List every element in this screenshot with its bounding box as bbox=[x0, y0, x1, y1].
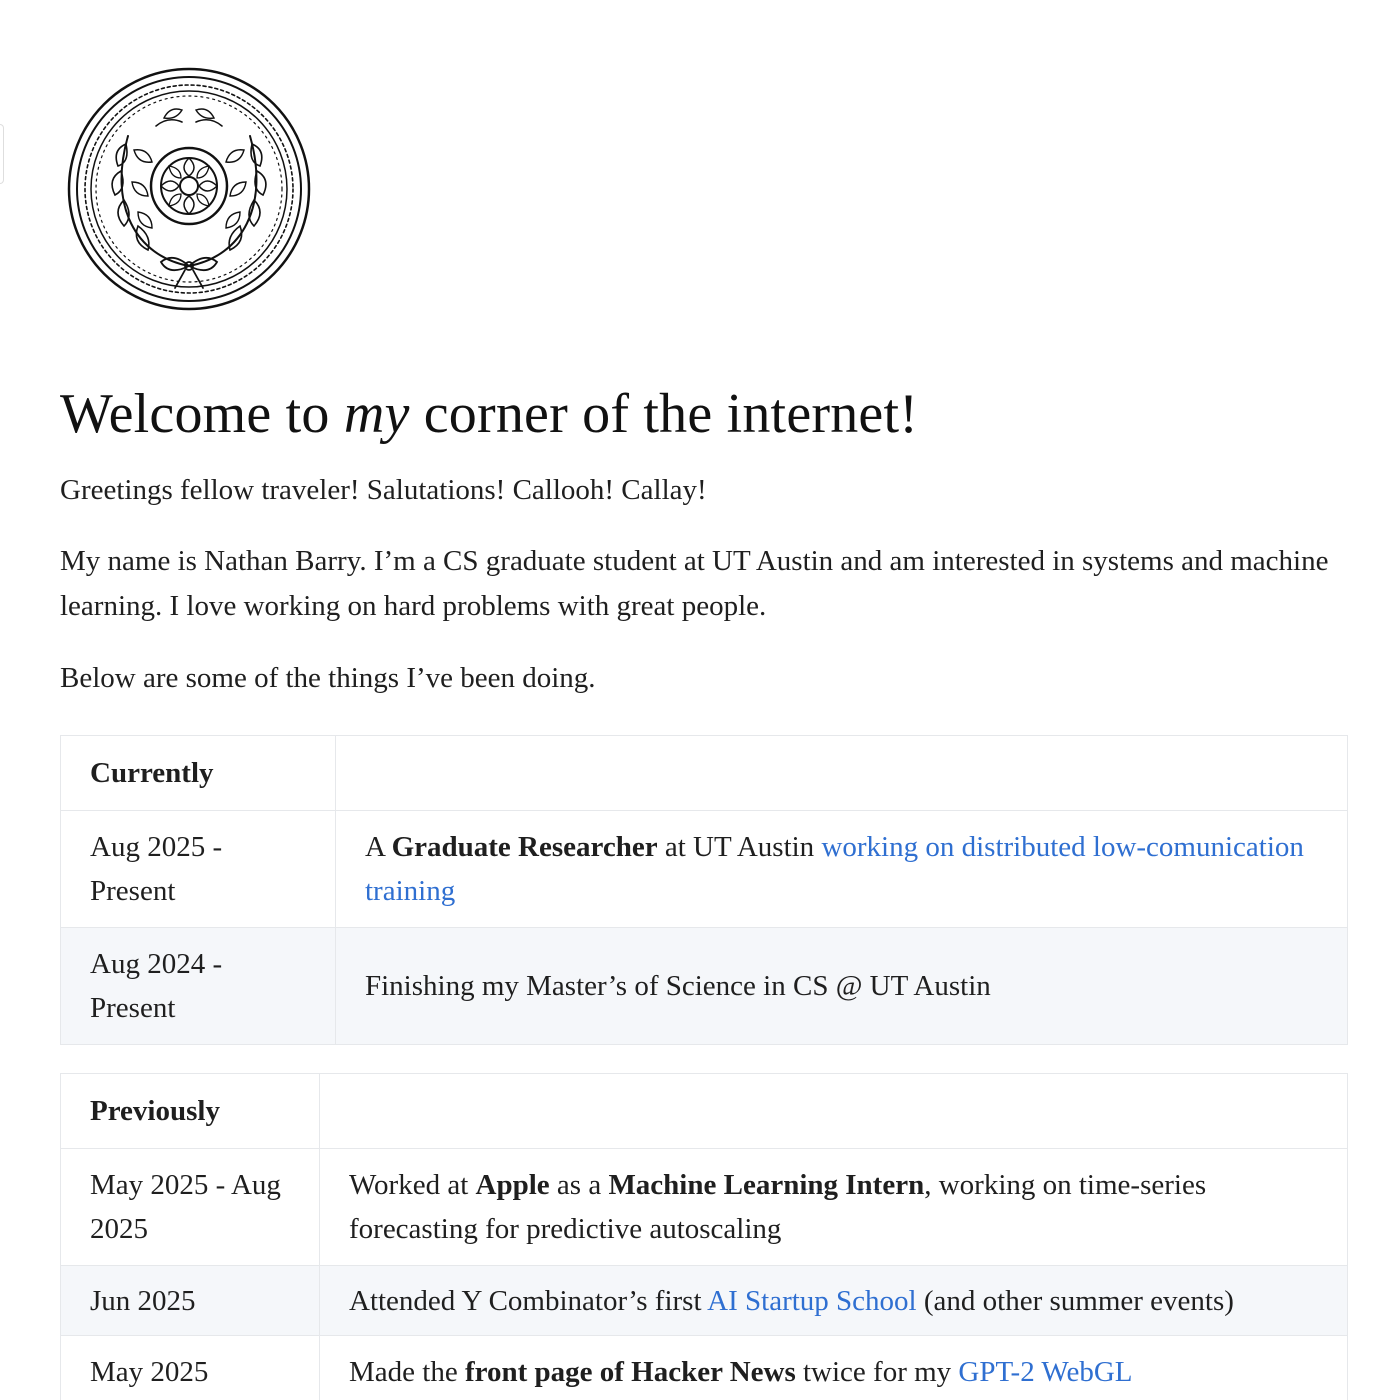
row-description: Finishing my Master’s of Science in CS @ UT Austin bbox=[336, 928, 1348, 1045]
previously-header: Previously bbox=[61, 1074, 320, 1149]
table-row bbox=[61, 1336, 1348, 1400]
row-description: A Graduate Researcher at UT Austin working on distributed low-comunication training bbox=[336, 811, 1348, 928]
ai-startup-school-link[interactable]: AI Startup School bbox=[707, 1285, 917, 1317]
row-date: Aug 2025 - Present bbox=[61, 811, 336, 928]
row-date: May 2025 bbox=[61, 1336, 320, 1400]
research-link[interactable]: working on distributed low-comunication training bbox=[365, 831, 1304, 907]
main-content bbox=[60, 376, 1348, 1400]
seal-logo bbox=[66, 66, 312, 312]
previously-table bbox=[60, 1073, 1348, 1400]
side-tab-handle[interactable] bbox=[0, 124, 4, 184]
table-row bbox=[61, 1149, 1348, 1266]
row-description: Made the front page of Hacker News twice for my GPT-2 WebGL bbox=[320, 1336, 1348, 1400]
lead-text: Below are some of the things I’ve been doing. bbox=[60, 662, 596, 694]
table-row bbox=[61, 928, 1348, 1045]
row-date: Aug 2024 - Present bbox=[61, 928, 336, 1045]
table-row bbox=[61, 811, 1348, 928]
page-title: Welcome to my corner of the internet! bbox=[60, 383, 919, 445]
bio-text: My name is Nathan Barry. I’m a CS graduate student at UT Austin and am interested in systems and machine learning. I love working on hard problems with great people. bbox=[60, 545, 1329, 622]
row-date: May 2025 - Aug 2025 bbox=[61, 1149, 320, 1266]
row-date: Jun 2025 bbox=[61, 1266, 320, 1336]
gpt2-webgl-link[interactable]: GPT-2 WebGL bbox=[958, 1356, 1133, 1388]
row-description: Attended Y Combinator’s first AI Startup School (and other summer events) bbox=[320, 1266, 1348, 1336]
greeting-text: Greetings fellow traveler! Salutations! Callooh! Callay! bbox=[60, 474, 707, 506]
currently-header: Currently bbox=[61, 736, 336, 811]
table-row bbox=[61, 1266, 1348, 1336]
currently-table bbox=[60, 735, 1348, 1045]
row-description: Worked at Apple as a Machine Learning Intern, working on time-series forecasting for predictive autoscaling bbox=[320, 1149, 1348, 1266]
